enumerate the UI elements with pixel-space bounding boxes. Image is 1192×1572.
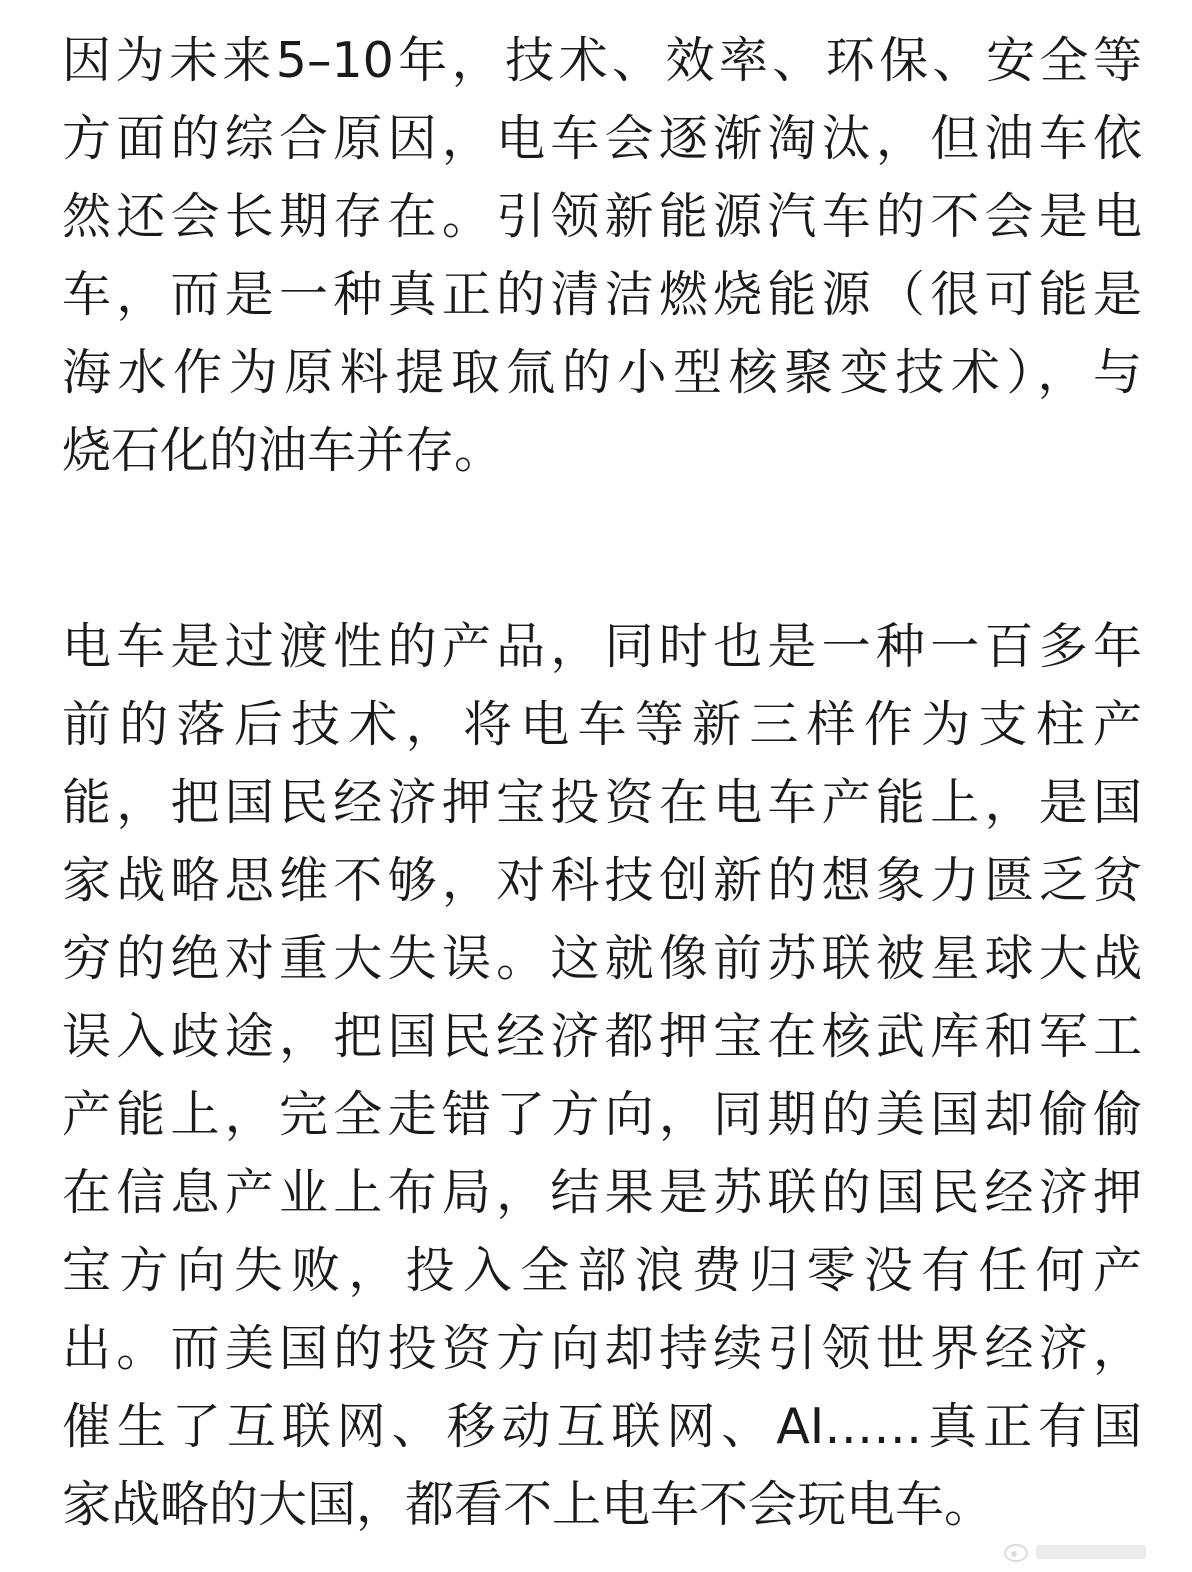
text-line: 宝方向失败，投入全部浪费归零没有任何产	[62, 1242, 1142, 1299]
weibo-watermark-icon	[1002, 1535, 1152, 1565]
paragraph-2	[62, 608, 1142, 1544]
text-line: 穷的绝对重大失误。这就像前苏联被星球大战	[62, 930, 1142, 987]
text-line: 家战略的大国，都看不上电车不会玩电车。	[62, 1476, 994, 1533]
text-line: 产能上，完全走错了方向，同期的美国却偷偷	[62, 1086, 1142, 1143]
text-line: 能，把国民经济押宝投资在电车产能上，是国	[62, 774, 1142, 831]
text-line: 催生了互联网、移动互联网、AI……真正有国	[62, 1398, 1142, 1455]
paragraph-spacer	[62, 490, 1142, 608]
text-line: 家战略思维不够，对科技创新的想象力匮乏贫	[62, 852, 1142, 909]
text-line: 在信息产业上布局，结果是苏联的国民经济押	[62, 1164, 1142, 1221]
text-line: 然还会长期存在。引领新能源汽车的不会是电	[62, 188, 1142, 245]
text-line: 出。而美国的投资方向却持续引领世界经济，	[62, 1320, 1142, 1377]
text-line: 前的落后技术，将电车等新三样作为支柱产	[62, 696, 1142, 753]
text-line: 因为未来5–10年，技术、效率、环保、安全等	[62, 32, 1142, 89]
text-line: 车，而是一种真正的清洁燃烧能源（很可能是	[62, 266, 1142, 323]
article-body	[62, 22, 1142, 1544]
watermark	[1002, 1535, 1152, 1572]
text-line: 误入歧途，把国民经济都押宝在核武库和军工	[62, 1008, 1142, 1065]
text-line: 海水作为原料提取氚的小型核聚变技术），与	[62, 344, 1142, 401]
text-line: 电车是过渡性的产品，同时也是一种一百多年	[62, 618, 1142, 675]
text-line: 烧石化的油车并存。	[62, 422, 504, 479]
paragraph-1	[62, 22, 1142, 490]
text-line: 方面的综合原因，电车会逐渐淘汰，但油车依	[62, 110, 1142, 167]
